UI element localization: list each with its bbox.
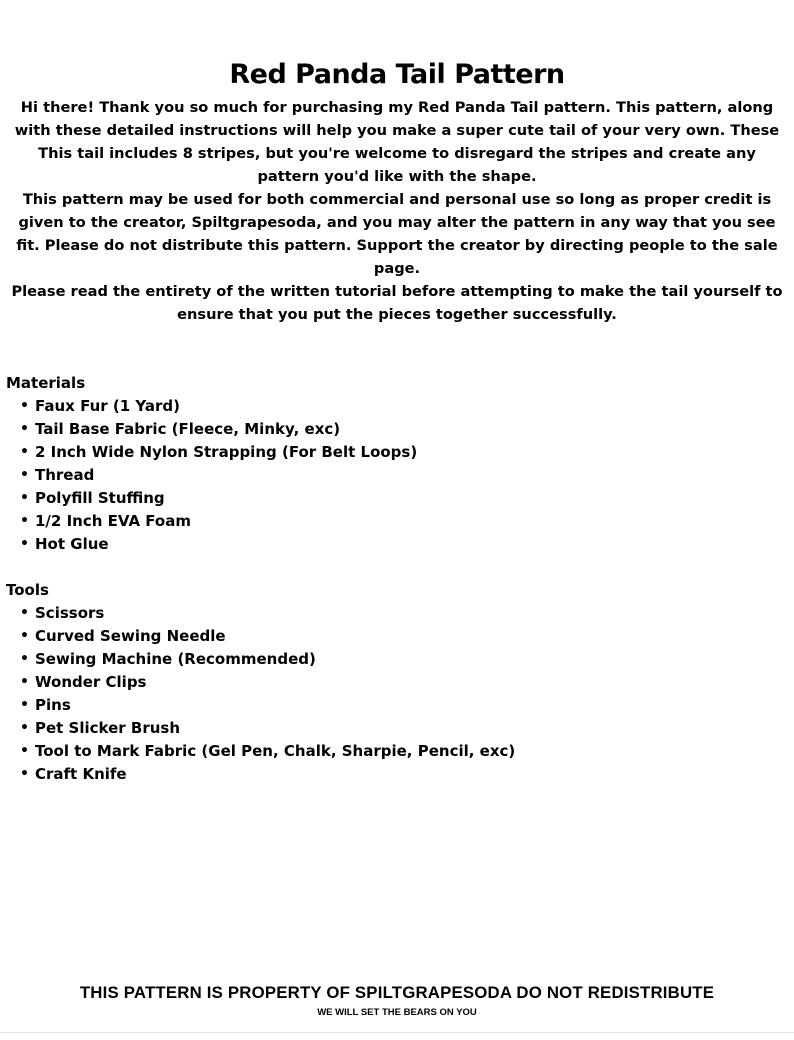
intro-text	[6, 96, 788, 326]
list-item	[20, 441, 766, 464]
list-item	[20, 395, 766, 418]
intro-paragraph: This pattern may be used for both commercial and personal use so long as proper credit is given to the creator, Spiltgrapesoda, and you may alter the pattern in any way that you see fit. Please do not distribute this pattern. Support the creator by directing people to the sale page.	[16, 191, 778, 277]
list-item	[20, 602, 766, 625]
bullet-icon: •	[20, 467, 29, 483]
list-item	[20, 740, 766, 763]
bullet-icon: •	[20, 490, 29, 506]
page-title: Red Panda Tail Pattern	[229, 59, 565, 90]
list-item	[20, 625, 766, 648]
tools-heading: Tools	[6, 581, 49, 599]
bullet-icon: •	[20, 766, 29, 782]
list-item-label: Tool to Mark Fabric (Gel Pen, Chalk, Sharpie, Pencil, exc)	[35, 742, 516, 760]
list-item	[20, 648, 766, 671]
list-item	[20, 533, 766, 556]
intro-paragraph: Hi there! Thank you so much for purchasing my Red Panda Tail pattern. This pattern, along with these detailed instructions will help you make a super cute tail of your very own. These This tail includes 8 stripes, but you're welcome to disregard the stripes and create any pattern you'd like with the shape.	[14, 99, 780, 185]
list-item-label: Pins	[35, 696, 71, 714]
footer-tagline: WE WILL SET THE BEARS ON YOU	[317, 1007, 477, 1018]
bullet-icon: •	[20, 444, 29, 460]
list-item-label: Wonder Clips	[35, 673, 147, 691]
bullet-icon: •	[20, 628, 29, 644]
materials-heading: Materials	[6, 374, 86, 392]
bullet-icon: •	[20, 651, 29, 667]
bullet-icon: •	[20, 421, 29, 437]
list-item-label: Hot Glue	[35, 535, 109, 553]
list-item	[20, 510, 766, 533]
bullet-icon: •	[20, 674, 29, 690]
list-item-label: Sewing Machine (Recommended)	[35, 650, 316, 668]
list-item-label: 2 Inch Wide Nylon Strapping (For Belt Loops)	[35, 443, 418, 461]
list-item-label: Polyfill Stuffing	[35, 489, 165, 507]
bullet-icon: •	[20, 398, 29, 414]
list-item-label: Craft Knife	[35, 765, 127, 783]
materials-section	[6, 372, 766, 556]
list-item	[20, 487, 766, 510]
list-item	[20, 418, 766, 441]
list-item-label: Tail Base Fabric (Fleece, Minky, exc)	[35, 420, 341, 438]
bullet-icon: •	[20, 605, 29, 621]
tools-list	[6, 602, 766, 786]
list-item	[20, 464, 766, 487]
list-item	[20, 717, 766, 740]
list-item-label: Faux Fur (1 Yard)	[35, 397, 180, 415]
bullet-icon: •	[20, 536, 29, 552]
intro-paragraph: Please read the entirety of the written tutorial before attempting to make the tail yourself to ensure that you put the pieces together successfully.	[11, 283, 783, 323]
list-item-label: Thread	[35, 466, 95, 484]
list-item	[20, 694, 766, 717]
copyright-notice: THIS PATTERN IS PROPERTY OF SPILTGRAPESODA DO NOT REDISTRIBUTE	[79, 983, 715, 1002]
list-item-label: 1/2 Inch EVA Foam	[35, 512, 191, 530]
bullet-icon: •	[20, 513, 29, 529]
list-item-label: Scissors	[35, 604, 105, 622]
bullet-icon: •	[20, 743, 29, 759]
tools-section	[6, 579, 766, 786]
list-item	[20, 671, 766, 694]
materials-list	[6, 395, 766, 556]
list-item-label: Pet Slicker Brush	[35, 719, 181, 737]
bullet-icon: •	[20, 697, 29, 713]
bullet-icon: •	[20, 720, 29, 736]
list-item	[20, 763, 766, 786]
page-edge-divider	[0, 1032, 794, 1033]
list-item-label: Curved Sewing Needle	[35, 627, 226, 645]
